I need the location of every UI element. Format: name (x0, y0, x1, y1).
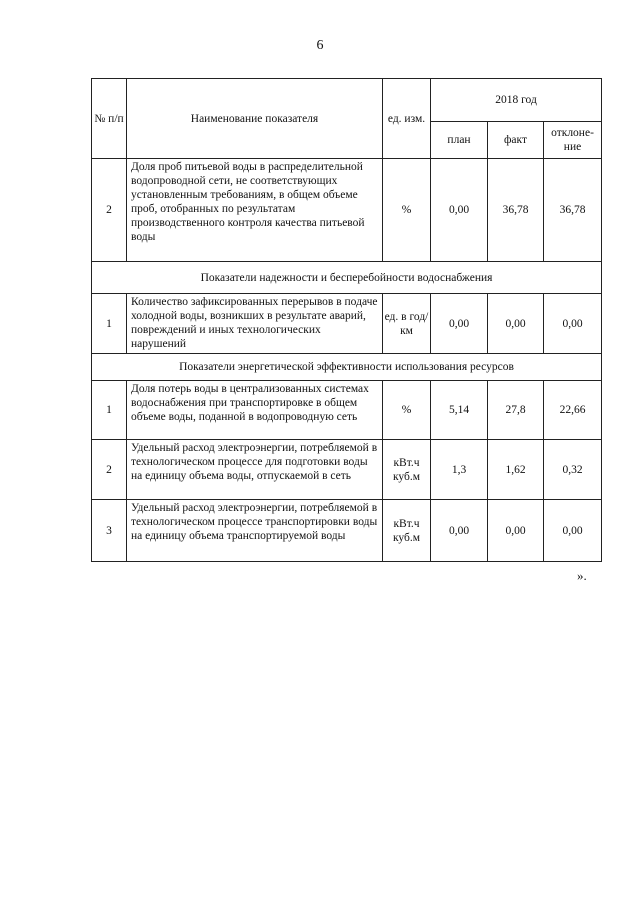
row-fact: 0,00 (488, 500, 544, 562)
row-unit: % (383, 381, 431, 440)
header-deviation: отклоне-ние (544, 122, 602, 159)
row-plan: 0,00 (431, 294, 488, 354)
row-name: Доля проб питьевой воды в распределительной водопроводной сети, не соответствующих установленным требованиям, в общем объеме проб, отобранных по результатам производственного контроля качества питьевой воды (127, 159, 383, 262)
section-row-energy (92, 354, 602, 381)
section-title-reliability: Показатели надежности и бесперебойности водоснабжения (92, 262, 602, 294)
row-unit: кВт.ч куб.м (383, 500, 431, 562)
header-row-top (92, 79, 602, 122)
row-unit: % (383, 159, 431, 262)
header-fact: факт (488, 122, 544, 159)
row-unit: кВт.ч куб.м (383, 440, 431, 500)
row-name: Количество зафиксированных перерывов в подаче холодной воды, возникших в результате аварий, повреждений и иных технологических нарушений (127, 294, 383, 354)
section-title-energy: Показатели энергетической эффективности использования ресурсов (92, 354, 602, 381)
row-fact: 36,78 (488, 159, 544, 262)
row-fact: 1,62 (488, 440, 544, 500)
header-year: 2018 год (431, 79, 602, 122)
row-name: Доля потерь воды в централизованных системах водоснабжения при транспортировке в общем объеме воды, поданной в водопроводную сеть (127, 381, 383, 440)
row-plan: 5,14 (431, 381, 488, 440)
row-num: 2 (92, 159, 127, 262)
table-row (92, 294, 602, 354)
table-row (92, 500, 602, 562)
row-name: Удельный расход электроэнергии, потребляемой в технологическом процессе для подготовки воды на единицу объема воды, отпускаемой в сеть (127, 440, 383, 500)
row-fact: 0,00 (488, 294, 544, 354)
page-number: 6 (316, 38, 324, 53)
row-num: 3 (92, 500, 127, 562)
row-deviation: 22,66 (544, 381, 602, 440)
header-num: № п/п (92, 79, 127, 159)
header-plan: план (431, 122, 488, 159)
closing-quote-mark: ». (577, 568, 587, 583)
table-row (92, 381, 602, 440)
row-fact: 27,8 (488, 381, 544, 440)
header-name: Наименование показателя (127, 79, 383, 159)
header-unit: ед. изм. (383, 79, 431, 159)
row-plan: 0,00 (431, 159, 488, 262)
row-deviation: 0,00 (544, 500, 602, 562)
table-row (92, 440, 602, 500)
section-row-reliability (92, 262, 602, 294)
row-num: 1 (92, 294, 127, 354)
row-deviation: 0,32 (544, 440, 602, 500)
row-num: 2 (92, 440, 127, 500)
row-deviation: 36,78 (544, 159, 602, 262)
table-row (92, 159, 602, 262)
row-name: Удельный расход электроэнергии, потребляемой в технологическом процессе транспортировки воды на единицу объема транспортируемой воды (127, 500, 383, 562)
indicators-table (91, 78, 602, 562)
row-unit: ед. в год/ км (383, 294, 431, 354)
row-plan: 0,00 (431, 500, 488, 562)
row-deviation: 0,00 (544, 294, 602, 354)
row-plan: 1,3 (431, 440, 488, 500)
row-num: 1 (92, 381, 127, 440)
